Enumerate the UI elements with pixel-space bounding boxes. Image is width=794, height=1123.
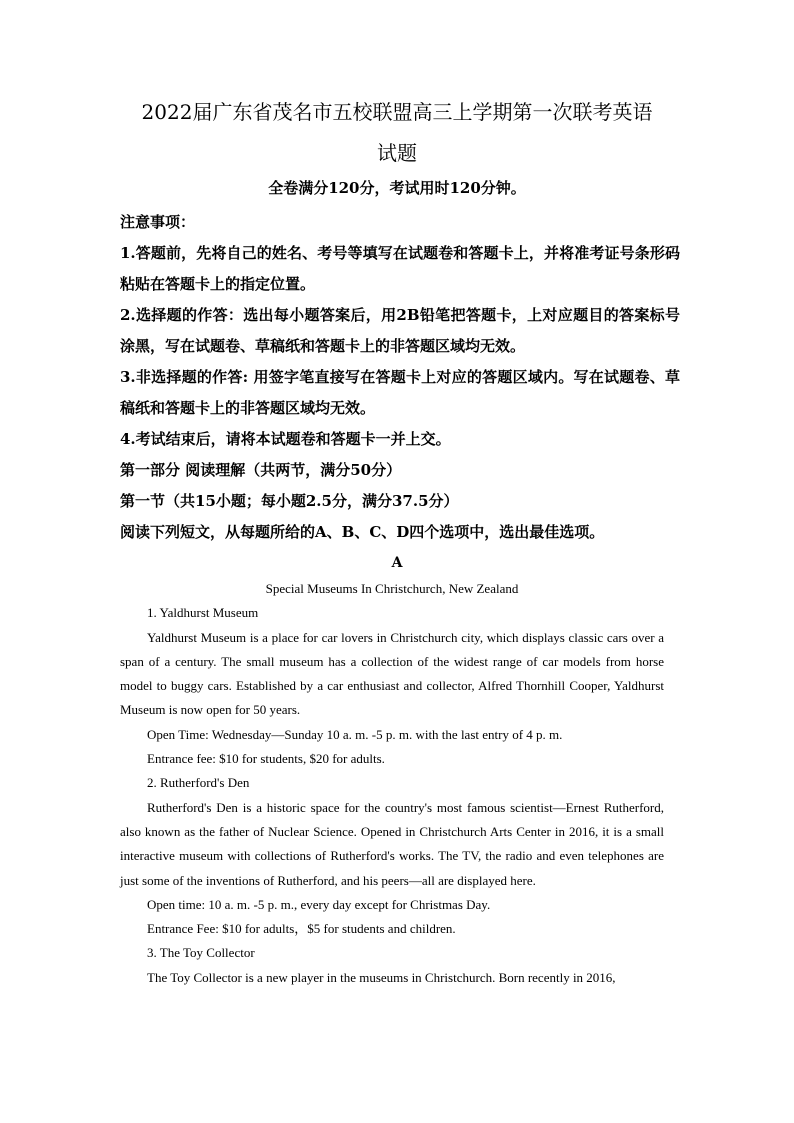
museum-entrance-fee: Entrance Fee: $10 for adults，$5 for students and children. <box>147 921 456 937</box>
museum-open-time: Open time: 10 a. m. -5 p. m., every day except for Christmas Day. <box>147 896 491 912</box>
museum-open-time: Open Time: Wednesday—Sunday 10 a. m. -5 p. m. with the last entry of 4 p. m. <box>147 726 563 742</box>
museum-entrance-fee: Entrance fee: $10 for students, $20 for adults. <box>147 751 385 767</box>
instruction: 阅读下列短文，从每题所给的A、B、C、D四个选项中，选出最佳选项。 <box>120 523 605 541</box>
passage-letter: A <box>391 555 403 571</box>
document-title-continued: 试题 <box>377 141 417 165</box>
note-item: 1.答题前，先将自己的姓名、考号等填写在试题卷和答题卡上，并将准考证号条形码粘贴在答题卡上的指定位置。 <box>120 244 680 293</box>
exam-notes <box>120 207 680 455</box>
passage <box>120 577 664 990</box>
museum-description: The Toy Collector is a new player in the museums in Christchurch. Born recently in 2016, <box>147 969 616 985</box>
museum-heading: 1. Yaldhurst Museum <box>147 605 259 621</box>
passage-title: Special Museums In Christchurch, New Zealand <box>265 581 519 596</box>
section-headings <box>120 455 680 548</box>
note-item: 4.考试结束后，请将本试题卷和答题卡一并上交。 <box>120 430 451 448</box>
museum-heading: 2. Rutherford's Den <box>147 775 250 791</box>
museum-description: Yaldhurst Museum is a place for car lovers in Christchurch city, which displays classic cars over a span of a century. The small museum has a collection of the widest range of car models from horse model to buggy cars. Established by a car enthusiast and collector, Alfred Thornhill Cooper, Yaldhurst Museum is now open for 50 years. <box>120 629 664 718</box>
part-heading: 第一部分 阅读理解（共两节，满分50分） <box>120 461 402 479</box>
museum-description: Rutherford's Den is a historic space for the country's most famous scientist—Ernest Rutherford, also known as the father of Nuclear Science. Opened in Christchurch Arts Center in 2016, it is a small interactive museum with collections of Rutherford's works. The TV, the radio and even telephones are just some of the inventions of Rutherford, and his peers—all are displayed here. <box>120 799 664 888</box>
note-item: 3.非选择题的作答: 用签字笔直接写在答题卡上对应的答题区域内。写在试题卷、草稿纸和答题卡上的非答题区域均无效。 <box>120 368 680 417</box>
document-title: 2022届广东省茂名市五校联盟高三上学期第一次联考英语 <box>141 100 653 124</box>
note-item: 2.选择题的作答：选出每小题答案后，用2B铅笔把答题卡，上对应题目的答案标号涂黑，写在试题卷、草稿纸和答题卡上的非答题区域均无效。 <box>120 306 680 355</box>
score-time-note: 全卷满分120分，考试用时120分钟。 <box>268 179 526 197</box>
notes-heading: 注意事项： <box>120 213 196 231</box>
section-heading: 第一节（共15小题；每小题2.5分，满分37.5分） <box>120 492 459 510</box>
museum-heading: 3. The Toy Collector <box>147 945 255 961</box>
